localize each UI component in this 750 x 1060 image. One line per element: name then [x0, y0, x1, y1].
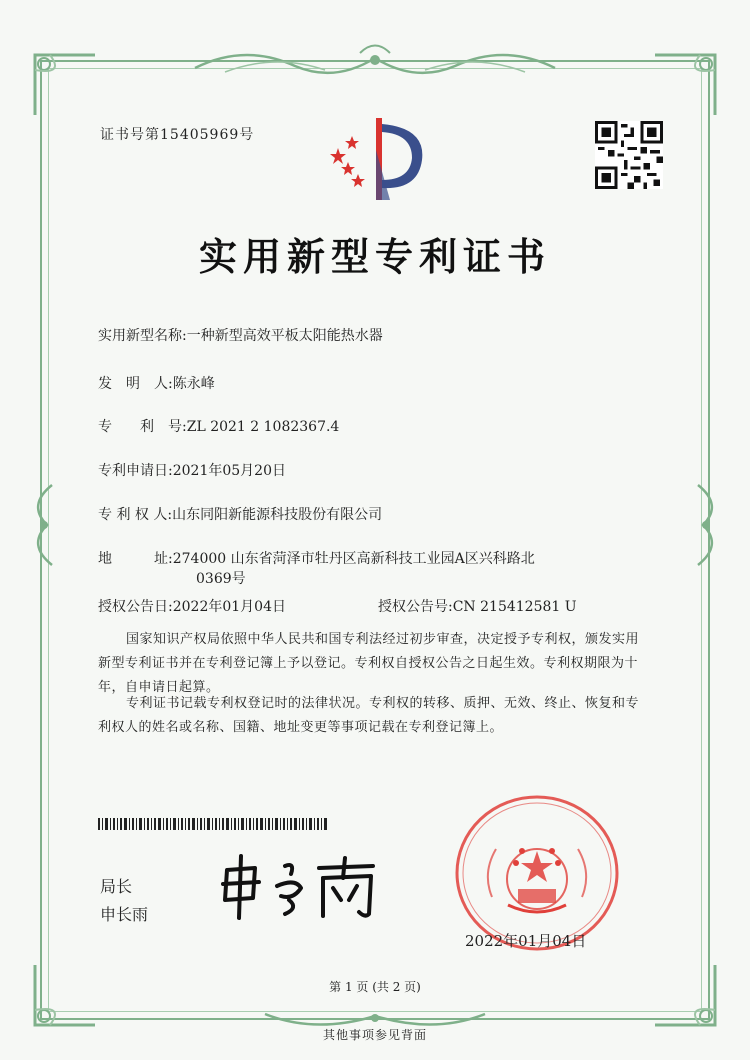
qr-code-icon — [595, 121, 663, 189]
field-value: 2021年05月20日 — [172, 463, 286, 479]
right-ornament — [688, 480, 728, 570]
chief-name: 申长雨 — [100, 905, 149, 924]
corner-ornament-bottom-right — [650, 960, 720, 1030]
field-value: CN 215412581 U — [452, 599, 577, 615]
handwritten-signature-icon — [215, 848, 385, 923]
barcode-icon — [98, 815, 328, 827]
field-value: ZL 2021 2 1082367.4 — [186, 419, 340, 435]
field-label: 授权公告日: — [98, 599, 173, 615]
seal-date: 2022年01月04日 — [465, 932, 587, 950]
field-inventor — [98, 373, 215, 393]
certificate-title: 实用新型专利证书 — [198, 234, 551, 279]
field-address-line2 — [196, 568, 246, 588]
field-label: 专 利 权 人: — [98, 507, 173, 523]
patent-office-logo-icon — [318, 110, 438, 205]
field-grant-number — [378, 596, 577, 616]
corner-ornament-bottom-left — [30, 960, 100, 1030]
field-label: 专利申请日: — [98, 463, 173, 479]
corner-ornament-top-right — [650, 50, 720, 120]
paragraph-line: 专利证书记载专利权登记时的法律状况。专利权的转移、质押、无效、终止、恢复和专 — [126, 696, 640, 711]
field-patent-number — [98, 416, 339, 436]
footer-note: 其他事项参见背面 — [322, 1028, 427, 1042]
field-filing-date — [98, 460, 286, 480]
chief-title: 局长 — [100, 877, 133, 896]
left-ornament — [22, 480, 62, 570]
field-value: 陈永峰 — [172, 376, 215, 392]
paragraph-line: 年，自申请日起算。 — [98, 680, 220, 695]
page-number: 第 1 页 (共 2 页) — [329, 980, 421, 994]
field-label: 实用新型名称: — [98, 328, 187, 344]
corner-ornament-top-left — [30, 50, 100, 120]
field-label: 专 利 号: — [98, 419, 187, 435]
field-value: 山东同阳新能源科技股份有限公司 — [172, 507, 383, 523]
top-ornament — [185, 38, 565, 88]
certificate-number: 证书号第15405969号 — [100, 127, 255, 143]
official-seal — [452, 793, 622, 953]
paragraph-line: 利权人的姓名或名称、国籍、地址变更等事项记载在专利登记簿上。 — [98, 720, 504, 735]
field-label: 发 明 人: — [98, 376, 173, 392]
field-address — [98, 548, 535, 568]
field-value: 2022年01月04日 — [172, 599, 286, 615]
paragraph-line: 国家知识产权局依照中华人民共和国专利法经过初步审查，决定授予专利权，颁发实用 — [126, 632, 640, 647]
field-value: 一种新型高效平板太阳能热水器 — [186, 328, 383, 344]
field-label: 授权公告号: — [378, 599, 453, 615]
field-patentee — [98, 504, 382, 524]
field-value: 0369号 — [196, 571, 246, 587]
field-grant-date — [98, 596, 286, 616]
field-label: 地 址: — [98, 551, 173, 567]
field-value: 274000 山东省菏泽市牡丹区高新科技工业园A区兴科路北 — [172, 551, 535, 567]
paragraph-line: 新型专利证书并在专利登记簿上予以登记。专利权自授权公告之日起生效。专利权期限为十 — [98, 656, 639, 671]
field-utility-model-name — [98, 325, 383, 345]
